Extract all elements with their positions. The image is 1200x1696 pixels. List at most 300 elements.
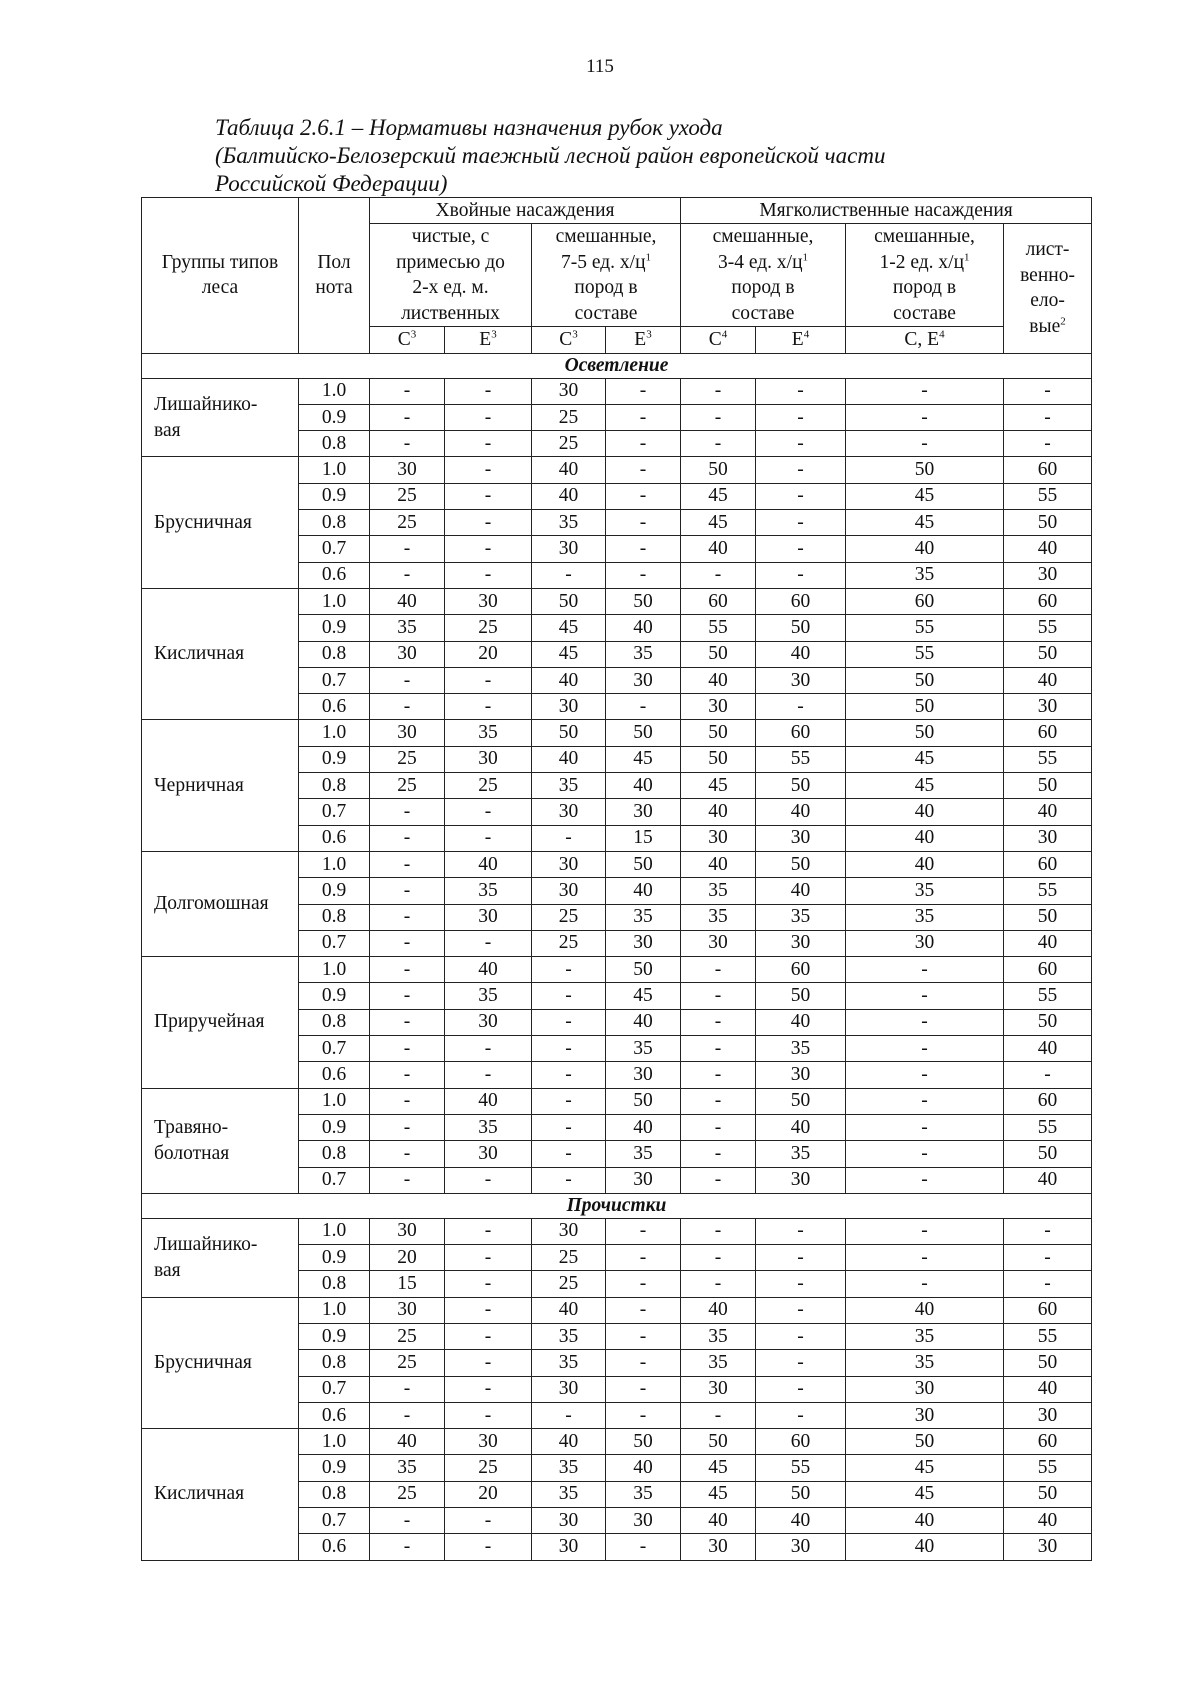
norm-cell: 30 xyxy=(370,1297,445,1323)
norm-cell: - xyxy=(846,1036,1004,1062)
norm-cell: 50 xyxy=(756,615,846,641)
header-species: С, $Е^4$ xyxy=(846,327,1004,353)
norm-cell: - xyxy=(1004,1062,1092,1088)
norm-cell: 40 xyxy=(846,851,1004,877)
norm-cell: 30 xyxy=(846,930,1004,956)
norm-cell: - xyxy=(846,1141,1004,1167)
density-cell: 0.8 xyxy=(299,431,370,457)
norm-cell: 40 xyxy=(846,536,1004,562)
norm-cell: 40 xyxy=(681,536,756,562)
norm-cell: 25 xyxy=(532,1245,606,1271)
density-cell: 1.0 xyxy=(299,720,370,746)
density-cell: 0.7 xyxy=(299,930,370,956)
norm-cell: 30 xyxy=(1004,1534,1092,1560)
norm-cell: - xyxy=(606,562,681,588)
norm-cell: 35 xyxy=(445,983,532,1009)
norm-cell: 30 xyxy=(756,1062,846,1088)
footnote-mark: 3 xyxy=(410,328,417,341)
norm-cell: 40 xyxy=(1004,667,1092,693)
density-cell: 0.7 xyxy=(299,1376,370,1402)
norm-cell: 30 xyxy=(445,904,532,930)
norm-cell: 30 xyxy=(756,930,846,956)
header-line: смешанные, xyxy=(712,226,814,248)
norm-cell: 30 xyxy=(532,536,606,562)
norm-cell: 45 xyxy=(681,483,756,509)
norm-cell: 45 xyxy=(606,746,681,772)
norm-cell: - xyxy=(756,1297,846,1323)
norm-cell: - xyxy=(370,1062,445,1088)
header-line: 1-2 ед. х/ц xyxy=(879,251,965,273)
norm-cell: - xyxy=(1004,431,1092,457)
norm-cell: 40 xyxy=(606,615,681,641)
norm-cell: - xyxy=(370,431,445,457)
norm-cell: - xyxy=(445,799,532,825)
norm-cell: 35 xyxy=(370,1455,445,1481)
norm-cell: 45 xyxy=(681,773,756,799)
footnote-mark: 4 xyxy=(721,328,728,341)
density-cell: 0.9 xyxy=(299,1114,370,1140)
norm-cell: - xyxy=(606,694,681,720)
forest-type-group: Черничная xyxy=(142,720,299,851)
norm-cell: 30 xyxy=(681,1376,756,1402)
norm-cell: 30 xyxy=(445,1009,532,1035)
norm-cell: 60 xyxy=(1004,457,1092,483)
norm-cell: 60 xyxy=(1004,1429,1092,1455)
norm-cell: - xyxy=(370,1167,445,1193)
density-cell: 0.9 xyxy=(299,1245,370,1271)
norm-cell: 30 xyxy=(532,851,606,877)
norm-cell: 40 xyxy=(445,851,532,877)
density-cell: 1.0 xyxy=(299,1218,370,1244)
norm-cell: 40 xyxy=(756,641,846,667)
norm-cell: 30 xyxy=(606,667,681,693)
header-line: составе xyxy=(731,302,795,324)
footnote-mark: 4 xyxy=(939,328,945,341)
density-cell: 0.9 xyxy=(299,404,370,430)
norm-cell: - xyxy=(681,957,756,983)
norm-cell: - xyxy=(846,1088,1004,1114)
norm-cell: 40 xyxy=(370,588,445,614)
norm-cell: - xyxy=(445,536,532,562)
norm-cell: 60 xyxy=(756,588,846,614)
density-cell: 0.9 xyxy=(299,1455,370,1481)
norm-cell: 40 xyxy=(606,878,681,904)
header-conifer-stands: Хвойные насаждения xyxy=(370,198,681,224)
norm-cell: 40 xyxy=(606,1455,681,1481)
table-row xyxy=(142,957,1092,983)
norm-cell: - xyxy=(445,1297,532,1323)
norm-cell: 35 xyxy=(606,1141,681,1167)
footnote-mark: 3 xyxy=(491,328,497,341)
norm-cell: - xyxy=(846,1218,1004,1244)
norm-cell: 55 xyxy=(1004,483,1092,509)
norm-cell: 30 xyxy=(1004,1402,1092,1428)
norm-cell: 30 xyxy=(445,1429,532,1455)
norm-cell: - xyxy=(370,799,445,825)
header-stand-composition xyxy=(846,224,1004,327)
norm-cell: - xyxy=(445,1323,532,1349)
norm-cell: 50 xyxy=(1004,1141,1092,1167)
section-title: Осветление xyxy=(142,353,1092,378)
norm-cell: 55 xyxy=(846,615,1004,641)
density-cell: 0.8 xyxy=(299,904,370,930)
norm-cell: 30 xyxy=(532,694,606,720)
norm-cell: 40 xyxy=(681,1508,756,1534)
norm-cell: - xyxy=(370,1114,445,1140)
norm-cell: - xyxy=(756,1323,846,1349)
norm-cell: 45 xyxy=(532,615,606,641)
density-cell: 0.6 xyxy=(299,694,370,720)
norm-cell: - xyxy=(756,378,846,404)
density-cell: 0.7 xyxy=(299,536,370,562)
norm-cell: 60 xyxy=(846,588,1004,614)
density-cell: 0.8 xyxy=(299,1271,370,1297)
norm-cell: 40 xyxy=(1004,1508,1092,1534)
norm-cell: - xyxy=(532,1009,606,1035)
norm-cell: - xyxy=(681,1088,756,1114)
norm-cell: - xyxy=(756,457,846,483)
norm-cell: - xyxy=(370,667,445,693)
density-cell: 0.9 xyxy=(299,878,370,904)
norm-cell: 20 xyxy=(445,1481,532,1507)
norm-cell: - xyxy=(846,378,1004,404)
section-row xyxy=(142,1193,1092,1218)
norm-cell: 30 xyxy=(756,1534,846,1560)
density-cell: 0.8 xyxy=(299,1141,370,1167)
norm-cell: - xyxy=(846,1062,1004,1088)
norm-cell: 25 xyxy=(370,746,445,772)
density-cell: 0.7 xyxy=(299,1508,370,1534)
norm-cell: 25 xyxy=(370,773,445,799)
norm-cell: - xyxy=(370,1036,445,1062)
norm-cell: 25 xyxy=(370,1481,445,1507)
density-cell: 1.0 xyxy=(299,957,370,983)
norm-cell: 30 xyxy=(1004,562,1092,588)
norm-cell: 40 xyxy=(370,1429,445,1455)
footnote-mark: 4 xyxy=(803,328,810,341)
forest-type-group: Брусничная xyxy=(142,1297,299,1428)
norm-cell: 45 xyxy=(846,773,1004,799)
norm-cell: 30 xyxy=(846,1376,1004,1402)
density-cell: 1.0 xyxy=(299,588,370,614)
norm-cell: - xyxy=(756,694,846,720)
norm-cell: - xyxy=(370,878,445,904)
norm-cell: - xyxy=(1004,404,1092,430)
norm-cell: - xyxy=(846,1167,1004,1193)
norm-cell: 40 xyxy=(756,1114,846,1140)
norm-cell: - xyxy=(370,825,445,851)
norm-cell: 40 xyxy=(846,825,1004,851)
density-cell: 0.8 xyxy=(299,641,370,667)
norm-cell: - xyxy=(681,1167,756,1193)
norm-cell: - xyxy=(445,825,532,851)
norm-cell: - xyxy=(756,483,846,509)
norm-cell: 15 xyxy=(370,1271,445,1297)
norm-cell: 30 xyxy=(681,825,756,851)
norm-cell: 60 xyxy=(1004,1297,1092,1323)
norm-cell: 50 xyxy=(846,457,1004,483)
norm-cell: - xyxy=(606,510,681,536)
norm-cell: 40 xyxy=(1004,536,1092,562)
norm-cell: - xyxy=(370,378,445,404)
norm-cell: - xyxy=(756,404,846,430)
density-cell: 1.0 xyxy=(299,1297,370,1323)
norm-cell: 30 xyxy=(681,930,756,956)
norm-cell: 50 xyxy=(1004,904,1092,930)
norm-cell: 25 xyxy=(532,904,606,930)
norm-cell: - xyxy=(370,1141,445,1167)
norm-cell: 35 xyxy=(681,878,756,904)
norm-cell: 50 xyxy=(756,1481,846,1507)
norm-cell: 50 xyxy=(681,1429,756,1455)
norm-cell: - xyxy=(532,562,606,588)
norm-cell: 55 xyxy=(1004,746,1092,772)
norm-cell: 35 xyxy=(532,1481,606,1507)
density-cell: 1.0 xyxy=(299,1088,370,1114)
norm-cell: 30 xyxy=(370,641,445,667)
norm-cell: - xyxy=(606,1245,681,1271)
norm-cell: - xyxy=(606,536,681,562)
norm-cell: - xyxy=(370,904,445,930)
norm-cell: - xyxy=(681,404,756,430)
norm-cell: 40 xyxy=(681,799,756,825)
norm-cell: - xyxy=(756,536,846,562)
norm-cell: 55 xyxy=(1004,1323,1092,1349)
norm-cell: 40 xyxy=(1004,1036,1092,1062)
norm-cell: 40 xyxy=(681,1297,756,1323)
norm-cell: - xyxy=(846,404,1004,430)
norm-cell: 40 xyxy=(606,1009,681,1035)
norm-cell: 30 xyxy=(370,457,445,483)
norm-cell: - xyxy=(370,1088,445,1114)
norm-cell: 35 xyxy=(532,773,606,799)
thinning-norms-table xyxy=(141,197,1092,1561)
norm-cell: 40 xyxy=(445,1088,532,1114)
norm-cell: 35 xyxy=(846,1350,1004,1376)
norm-cell: - xyxy=(606,1534,681,1560)
header-line: венно- xyxy=(1020,264,1075,286)
norm-cell: - xyxy=(846,1271,1004,1297)
norm-cell: 25 xyxy=(532,930,606,956)
density-cell: 0.9 xyxy=(299,615,370,641)
norm-cell: 50 xyxy=(1004,510,1092,536)
header-line: составе xyxy=(574,302,638,324)
header-forest-type-group: Группы типов леса xyxy=(142,198,299,354)
norm-cell: 30 xyxy=(1004,694,1092,720)
norm-cell: 55 xyxy=(1004,983,1092,1009)
norm-cell: 45 xyxy=(681,510,756,536)
norm-cell: - xyxy=(606,431,681,457)
density-cell: 0.6 xyxy=(299,1062,370,1088)
norm-cell: 35 xyxy=(445,1114,532,1140)
norm-cell: - xyxy=(445,378,532,404)
norm-cell: 40 xyxy=(846,1508,1004,1534)
norm-cell: - xyxy=(445,667,532,693)
norm-cell: 50 xyxy=(606,1429,681,1455)
norm-cell: 50 xyxy=(606,957,681,983)
norm-cell: 35 xyxy=(681,1323,756,1349)
norm-cell: - xyxy=(846,431,1004,457)
page-number: 115 xyxy=(586,56,614,77)
norm-cell: 40 xyxy=(756,799,846,825)
forest-type-group: Травяно- болотная xyxy=(142,1088,299,1193)
norm-cell: - xyxy=(445,1245,532,1271)
header-line: лиственных xyxy=(401,302,500,324)
norm-cell: 35 xyxy=(756,904,846,930)
footnote-mark: 2 xyxy=(1060,315,1066,328)
norm-cell: - xyxy=(606,457,681,483)
header-line: смешанные, xyxy=(555,226,657,248)
norm-cell: - xyxy=(370,404,445,430)
norm-cell: - xyxy=(445,1376,532,1402)
norm-cell: 35 xyxy=(756,1036,846,1062)
norm-cell: 40 xyxy=(606,773,681,799)
norm-cell: - xyxy=(445,483,532,509)
norm-cell: 40 xyxy=(532,457,606,483)
norm-cell: - xyxy=(681,1141,756,1167)
norm-cell: - xyxy=(370,930,445,956)
norm-cell: 40 xyxy=(532,1429,606,1455)
norm-cell: 50 xyxy=(846,1429,1004,1455)
norm-cell: - xyxy=(445,1534,532,1560)
norm-cell: 35 xyxy=(445,720,532,746)
norm-cell: 25 xyxy=(370,510,445,536)
density-cell: 0.7 xyxy=(299,1167,370,1193)
norm-cell: 60 xyxy=(1004,1088,1092,1114)
norm-cell: 40 xyxy=(681,851,756,877)
norm-cell: - xyxy=(681,1271,756,1297)
norm-cell: - xyxy=(445,1350,532,1376)
table-row xyxy=(142,1297,1092,1323)
norm-cell: - xyxy=(370,1376,445,1402)
norm-cell: 40 xyxy=(756,1508,846,1534)
header-species: $С^3$ xyxy=(370,327,445,353)
norm-cell: 50 xyxy=(532,588,606,614)
norm-cell: 50 xyxy=(606,851,681,877)
header-stand-composition xyxy=(370,224,532,327)
norm-cell: 45 xyxy=(606,983,681,1009)
norm-cell: 40 xyxy=(532,1297,606,1323)
norm-cell: - xyxy=(445,457,532,483)
norm-cell: 30 xyxy=(370,720,445,746)
header-line: пород в xyxy=(574,277,638,299)
norm-cell: 20 xyxy=(370,1245,445,1271)
norm-cell: - xyxy=(532,1402,606,1428)
norm-cell: 30 xyxy=(756,825,846,851)
norm-cell: - xyxy=(532,1062,606,1088)
density-cell: 0.7 xyxy=(299,799,370,825)
norm-cell: - xyxy=(1004,1245,1092,1271)
norm-cell: - xyxy=(681,1245,756,1271)
norm-cell: 30 xyxy=(532,1376,606,1402)
forest-type-group: Долгомошная xyxy=(142,851,299,956)
norm-cell: - xyxy=(445,1402,532,1428)
density-cell: 0.8 xyxy=(299,1350,370,1376)
norm-cell: 40 xyxy=(532,483,606,509)
norm-cell: 30 xyxy=(606,1167,681,1193)
section-row xyxy=(142,353,1092,378)
norm-cell: 50 xyxy=(756,983,846,1009)
norm-cell: 50 xyxy=(756,773,846,799)
header-line: 3-4 ед. х/ц xyxy=(717,251,803,273)
norm-cell: - xyxy=(1004,1271,1092,1297)
norm-cell: 50 xyxy=(756,1088,846,1114)
norm-cell: - xyxy=(756,1271,846,1297)
table-row xyxy=(142,1088,1092,1114)
norm-cell: - xyxy=(756,1350,846,1376)
norm-cell: - xyxy=(532,1141,606,1167)
norm-cell: - xyxy=(532,1114,606,1140)
density-cell: 0.6 xyxy=(299,1534,370,1560)
density-cell: 0.9 xyxy=(299,1323,370,1349)
density-cell: 0.7 xyxy=(299,1036,370,1062)
norm-cell: 50 xyxy=(606,588,681,614)
norm-cell: 30 xyxy=(756,1167,846,1193)
norm-cell: 55 xyxy=(1004,1455,1092,1481)
header-line: пород в xyxy=(892,277,957,299)
norm-cell: 30 xyxy=(606,930,681,956)
norm-cell: 35 xyxy=(681,904,756,930)
norm-cell: 60 xyxy=(681,588,756,614)
norm-cell: - xyxy=(681,1114,756,1140)
norm-cell: - xyxy=(532,1036,606,1062)
density-cell: 0.6 xyxy=(299,1402,370,1428)
norm-cell: - xyxy=(532,983,606,1009)
norm-cell: 25 xyxy=(445,773,532,799)
norm-cell: 45 xyxy=(681,1481,756,1507)
density-cell: 0.9 xyxy=(299,746,370,772)
header-line: составе xyxy=(893,302,956,324)
header-line: вые xyxy=(1029,315,1061,337)
norm-cell: 55 xyxy=(681,615,756,641)
norm-cell: 55 xyxy=(1004,615,1092,641)
norm-cell: - xyxy=(1004,378,1092,404)
norm-cell: 60 xyxy=(1004,588,1092,614)
norm-cell: 30 xyxy=(370,1218,445,1244)
norm-cell: - xyxy=(606,1323,681,1349)
norm-cell: 30 xyxy=(445,1141,532,1167)
norm-cell: 25 xyxy=(370,1323,445,1349)
density-cell: 1.0 xyxy=(299,457,370,483)
norm-cell: - xyxy=(532,825,606,851)
norm-cell: - xyxy=(606,1402,681,1428)
forest-type-group: Кисличная xyxy=(142,1429,299,1560)
norm-cell: 25 xyxy=(532,404,606,430)
norm-cell: 35 xyxy=(370,615,445,641)
header-line: 2-х ед. м. xyxy=(412,277,489,299)
header-stand-composition xyxy=(1004,224,1092,353)
norm-cell: - xyxy=(681,1009,756,1035)
norm-cell: 45 xyxy=(846,510,1004,536)
norm-cell: - xyxy=(606,483,681,509)
table-row xyxy=(142,1429,1092,1455)
norm-cell: 45 xyxy=(846,746,1004,772)
norm-cell: 25 xyxy=(445,1455,532,1481)
norm-cell: 30 xyxy=(606,799,681,825)
norm-cell: - xyxy=(370,1009,445,1035)
norm-cell: 40 xyxy=(681,667,756,693)
norm-cell: 40 xyxy=(1004,799,1092,825)
density-cell: 0.8 xyxy=(299,510,370,536)
density-cell: 1.0 xyxy=(299,378,370,404)
norm-cell: 50 xyxy=(756,851,846,877)
norm-cell: 45 xyxy=(681,1455,756,1481)
forest-type-group: Лишайнико- вая xyxy=(142,1218,299,1297)
norm-cell: 40 xyxy=(1004,930,1092,956)
density-cell: 0.9 xyxy=(299,483,370,509)
norm-cell: 35 xyxy=(532,1455,606,1481)
table-caption xyxy=(215,114,885,198)
